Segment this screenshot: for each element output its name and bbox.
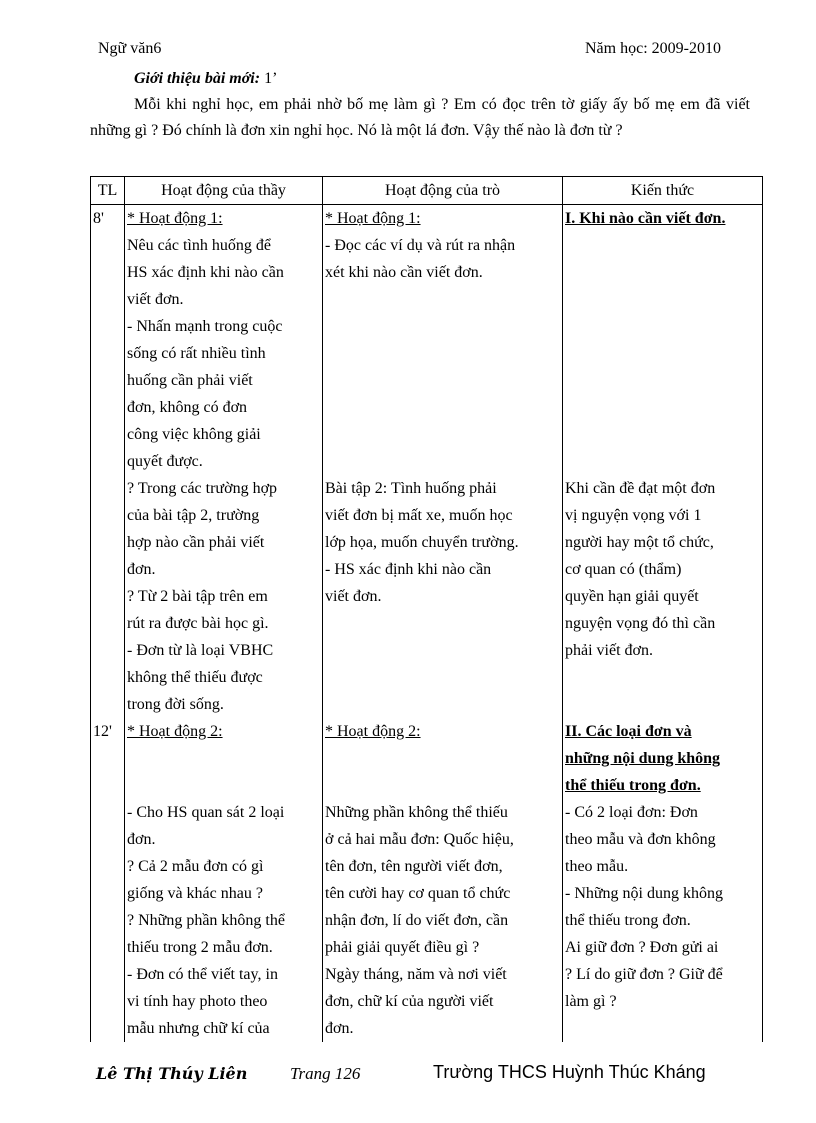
teacher-line: mẫu nhưng chữ kí của bbox=[127, 1020, 270, 1037]
row1-student-title: * Hoạt động 1: bbox=[325, 210, 421, 227]
spacer bbox=[127, 772, 320, 799]
teacher-line: HS xác định khi nào cần bbox=[127, 264, 284, 281]
spacer bbox=[325, 313, 560, 340]
student-line: tên cười hay cơ quan tổ chức bbox=[325, 885, 511, 902]
teacher-line: sống có rất nhiều tình bbox=[127, 345, 266, 362]
table-row bbox=[91, 718, 763, 1042]
teacher-line: giống và khác nhau ? bbox=[127, 885, 263, 902]
knowledge-line: Khi cần đề đạt một đơn bbox=[565, 480, 716, 497]
student-line: tên đơn, tên người viết đơn, bbox=[325, 858, 503, 875]
teacher-line: đơn, không có đơn bbox=[127, 399, 248, 416]
knowledge-line: thể thiếu trong đơn. bbox=[565, 912, 691, 929]
student-line: đơn. bbox=[325, 1020, 354, 1037]
header-teacher: Hoạt động của thầy bbox=[125, 177, 323, 205]
header-student: Hoạt động của trò bbox=[323, 177, 563, 205]
teacher-line: rút ra được bài học gì. bbox=[127, 615, 269, 632]
row1-knowledge-cell bbox=[563, 205, 763, 719]
row2-knowledge-title-line: những nội dung không bbox=[565, 750, 721, 767]
spacer bbox=[325, 340, 560, 367]
spacer bbox=[565, 259, 760, 286]
teacher-line: - Đơn từ là loại VBHC bbox=[127, 642, 274, 659]
teacher-line: ? Cả 2 mẫu đơn có gì bbox=[127, 858, 264, 875]
lesson-activity-table bbox=[90, 176, 763, 1042]
spacer bbox=[565, 313, 760, 340]
intro-time: 1’ bbox=[260, 70, 278, 87]
spacer bbox=[325, 772, 560, 799]
teacher-line: trong đời sống. bbox=[127, 696, 224, 713]
knowledge-line: - Có 2 loại đơn: Đơn bbox=[565, 804, 698, 821]
teacher-line: Nêu các tình huống để bbox=[127, 237, 271, 254]
student-line: viết đơn. bbox=[325, 588, 382, 605]
knowledge-line: ? Lí do giữ đơn ? Giữ để bbox=[565, 966, 723, 983]
spacer bbox=[565, 232, 760, 259]
teacher-line: vi tính hay photo theo bbox=[127, 993, 268, 1010]
spacer bbox=[565, 286, 760, 313]
spacer bbox=[127, 745, 320, 772]
knowledge-line: cơ quan có (thẩm) bbox=[565, 561, 682, 578]
footer-author: Lê Thị Thúy Liên bbox=[96, 1064, 248, 1083]
teacher-line: đơn. bbox=[127, 561, 156, 578]
teacher-line: - Đơn có thể viết tay, in bbox=[127, 966, 278, 983]
spacer bbox=[325, 394, 560, 421]
knowledge-line: theo mẫu. bbox=[565, 858, 629, 875]
student-line: phải giải quyết điều gì ? bbox=[325, 939, 480, 956]
intro-heading-label: Giới thiệu bài mới: bbox=[134, 70, 261, 87]
spacer bbox=[565, 448, 760, 475]
student-line: nhận đơn, lí do viết đơn, cần bbox=[325, 912, 509, 929]
knowledge-line: phải viết đơn. bbox=[565, 642, 653, 659]
knowledge-line: theo mẫu và đơn không bbox=[565, 831, 716, 848]
teacher-line: ? Trong các trường hợp bbox=[127, 480, 278, 497]
teacher-line: công việc không giải bbox=[127, 426, 261, 443]
table-row bbox=[91, 205, 763, 719]
footer-page-number: Trang 126 bbox=[290, 1064, 361, 1083]
header-time: TL bbox=[91, 177, 125, 205]
intro-paragraph: Mỗi khi nghỉ học, em phải nhờ bố mẹ làm gì ? Em có đọc trên tờ giấy ấy bố mẹ em đã viết những gì ? Đó chính là đơn xin nghỉ học. Nó là một lá đơn. Vậy thế nào là đơn từ ? bbox=[90, 96, 750, 139]
teacher-line: hợp nào cần phải viết bbox=[127, 534, 265, 551]
row1-teacher-title: * Hoạt động 1: bbox=[127, 210, 223, 227]
spacer bbox=[565, 367, 760, 394]
row2-student-title: * Hoạt động 2: bbox=[325, 723, 421, 740]
lesson-intro bbox=[90, 66, 750, 144]
footer-school: Trường THCS Huỳnh Thúc Kháng bbox=[433, 1062, 706, 1082]
knowledge-line: vị nguyện vọng với 1 bbox=[565, 507, 702, 524]
row2-knowledge-title-line: II. Các loại đơn và bbox=[565, 723, 692, 740]
knowledge-line: người hay một tổ chức, bbox=[565, 534, 714, 551]
teacher-line: huống cần phải viết bbox=[127, 372, 253, 389]
knowledge-line: - Những nội dung không bbox=[565, 885, 723, 902]
teacher-line: ? Từ 2 bài tập trên em bbox=[127, 588, 268, 605]
student-line: đơn, chữ kí của người viết bbox=[325, 993, 494, 1010]
teacher-line: ? Những phần không thể bbox=[127, 912, 285, 929]
knowledge-line: nguyện vọng đó thì cần bbox=[565, 615, 716, 632]
teacher-line: thiếu trong 2 mẫu đơn. bbox=[127, 939, 273, 956]
student-line: Ngày tháng, năm và nơi viết bbox=[325, 966, 507, 983]
spacer bbox=[565, 340, 760, 367]
student-line: xét khi nào cần viết đơn. bbox=[325, 264, 483, 281]
knowledge-line: Ai giữ đơn ? Đơn gửi ai bbox=[565, 939, 719, 956]
teacher-line: không thể thiếu được bbox=[127, 669, 263, 686]
spacer bbox=[325, 448, 560, 475]
student-line: Bài tập 2: Tình huống phải bbox=[325, 480, 497, 497]
row2-time: 12' bbox=[91, 718, 125, 1042]
student-line: - HS xác định khi nào cần bbox=[325, 561, 492, 578]
row2-knowledge-title-line: thể thiếu trong đơn. bbox=[565, 777, 701, 794]
knowledge-line: làm gì ? bbox=[565, 993, 617, 1010]
intro-heading bbox=[90, 66, 750, 92]
teacher-line: của bài tập 2, trường bbox=[127, 507, 260, 524]
student-line: viết đơn bị mất xe, muốn học bbox=[325, 507, 513, 524]
teacher-line: quyết được. bbox=[127, 453, 203, 470]
row2-teacher-title: * Hoạt động 2: bbox=[127, 723, 223, 740]
row1-teacher-cell bbox=[125, 205, 323, 719]
spacer bbox=[565, 421, 760, 448]
teacher-line: - Cho HS quan sát 2 loại bbox=[127, 804, 285, 821]
header-knowledge: Kiến thức bbox=[563, 177, 763, 205]
row2-knowledge-cell bbox=[563, 718, 763, 1042]
knowledge-line: quyền hạn giải quyết bbox=[565, 588, 699, 605]
teacher-line: viết đơn. bbox=[127, 291, 184, 308]
header-school-year: Năm học: 2009-2010 bbox=[585, 40, 721, 57]
student-line: Những phần không thể thiếu bbox=[325, 804, 508, 821]
row2-student-cell bbox=[323, 718, 563, 1042]
student-line: - Đọc các ví dụ và rút ra nhận bbox=[325, 237, 516, 254]
teacher-line: đơn. bbox=[127, 831, 156, 848]
row2-teacher-cell bbox=[125, 718, 323, 1042]
student-line: ở cả hai mẫu đơn: Quốc hiệu, bbox=[325, 831, 514, 848]
spacer bbox=[325, 367, 560, 394]
row1-student-cell bbox=[323, 205, 563, 719]
spacer bbox=[325, 745, 560, 772]
row1-time: 8' bbox=[91, 205, 125, 719]
header-subject: Ngữ văn6 bbox=[98, 40, 162, 57]
table-header-row bbox=[91, 177, 763, 205]
spacer bbox=[325, 286, 560, 313]
teacher-line: - Nhấn mạnh trong cuộc bbox=[127, 318, 283, 335]
row1-knowledge-title: I. Khi nào cần viết đơn. bbox=[565, 210, 726, 227]
spacer bbox=[565, 394, 760, 421]
spacer bbox=[325, 421, 560, 448]
student-line: lớp họa, muốn chuyển trường. bbox=[325, 534, 519, 551]
